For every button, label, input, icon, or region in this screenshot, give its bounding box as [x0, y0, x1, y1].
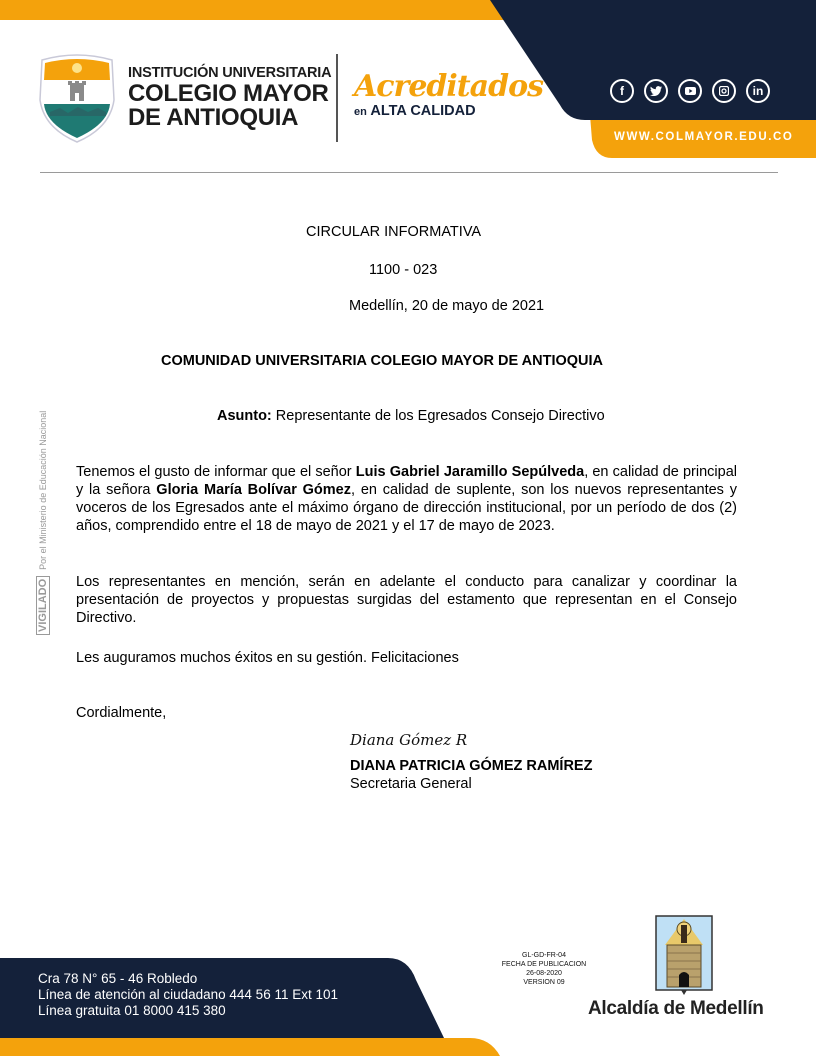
youtube-icon[interactable]: [678, 79, 702, 103]
vigilado-label: VIGILADO: [36, 576, 50, 635]
linkedin-icon[interactable]: in: [746, 79, 770, 103]
colmayor-shield-logo: [36, 50, 118, 144]
publication-date: 26-08-2020: [526, 970, 562, 977]
document-title: CIRCULAR INFORMATIVA: [306, 224, 482, 240]
subject-text: Representante de los Egresados Consejo Directivo: [271, 408, 605, 424]
signatory-name: DIANA PATRICIA GÓMEZ RAMÍREZ: [350, 758, 593, 774]
signatory-role: Secretaria General: [350, 776, 472, 792]
instagram-icon[interactable]: [712, 79, 736, 103]
social-links: [610, 79, 770, 103]
accreditation-script: Acreditados: [354, 69, 543, 104]
paragraph-congrats: Les auguramos muchos éxitos en su gestión. Felicitaciones: [76, 650, 459, 666]
accreditation-main: ALTA CALIDAD: [370, 103, 476, 119]
logo-divider: [336, 54, 338, 142]
subject-label: Asunto:: [217, 408, 272, 424]
alcaldia-logo-text: Alcaldía de Medellín: [588, 998, 764, 1019]
document-date: Medellín, 20 de mayo de 2021: [349, 298, 545, 314]
document-recipient: COMUNIDAD UNIVERSITARIA COLEGIO MAYOR DE ANTIOQUIA: [161, 353, 603, 369]
footer-contact: [38, 971, 338, 1019]
twitter-icon[interactable]: [644, 79, 668, 103]
document-number: 1100 - 023: [369, 262, 438, 278]
institution-line1: INSTITUCIÓN UNIVERSITARIA: [128, 65, 332, 81]
accreditation-badge: [354, 69, 543, 119]
header-divider: [40, 172, 778, 173]
accreditation-subtitle: [354, 104, 543, 119]
principal-name: Luis Gabriel Jaramillo Sepúlveda: [355, 464, 585, 480]
website-link[interactable]: WWW.COLMAYOR.EDU.CO: [614, 131, 794, 143]
footer-toll-free: Línea gratuita 01 8000 415 380: [38, 1003, 226, 1018]
facebook-icon[interactable]: f: [610, 79, 634, 103]
institution-line3: DE ANTIOQUIA: [128, 103, 299, 131]
institution-line2: COLEGIO MAYOR: [128, 79, 329, 107]
footer-address: Cra 78 N° 65 - 46 Robledo: [38, 971, 198, 986]
document-subject: [217, 408, 605, 424]
vigilado-stamp: [33, 410, 63, 635]
handwritten-signature: Diana Gómez R: [350, 731, 468, 749]
medellin-crest-icon: [655, 915, 713, 997]
institution-name: [128, 66, 331, 130]
publication-label: FECHA DE PUBLICACION: [501, 961, 587, 968]
paragraph-announcement: Tenemos el gusto de informar que el señor Luis Gabriel Jaramillo Sepúlveda, en calidad de principal y la señora Gloria María Bolívar Gómez, en calidad de suplente, son los nuevos representantes y voceros de los Egresados ante el máximo órgano de dirección institucional, por un período de dos (2) años, comprendido entre el 18 de mayo de 2021 y el 17 de mayo de 2023.: [76, 464, 737, 534]
substitute-name: Gloria María Bolívar Gómez: [156, 482, 351, 498]
accreditation-prefix: en: [354, 106, 367, 118]
paragraph-role: Los representantes en mención, serán en adelante el conducto para canalizar y coordinar la presentación de proyectos y propuestas surgidas del estamento que representan en el Consejo Directivo.: [76, 574, 737, 626]
vigilado-text: Por el Ministerio de Educación Nacional: [38, 410, 48, 570]
form-code: GL-GD-FR-04: [522, 952, 566, 959]
form-version: VERSION 09: [523, 979, 565, 986]
form-metadata: [490, 951, 598, 987]
closing: Cordialmente,: [76, 705, 167, 721]
footer-phone: Línea de atención al ciudadano 444 56 11 Ext 101: [38, 987, 338, 1002]
